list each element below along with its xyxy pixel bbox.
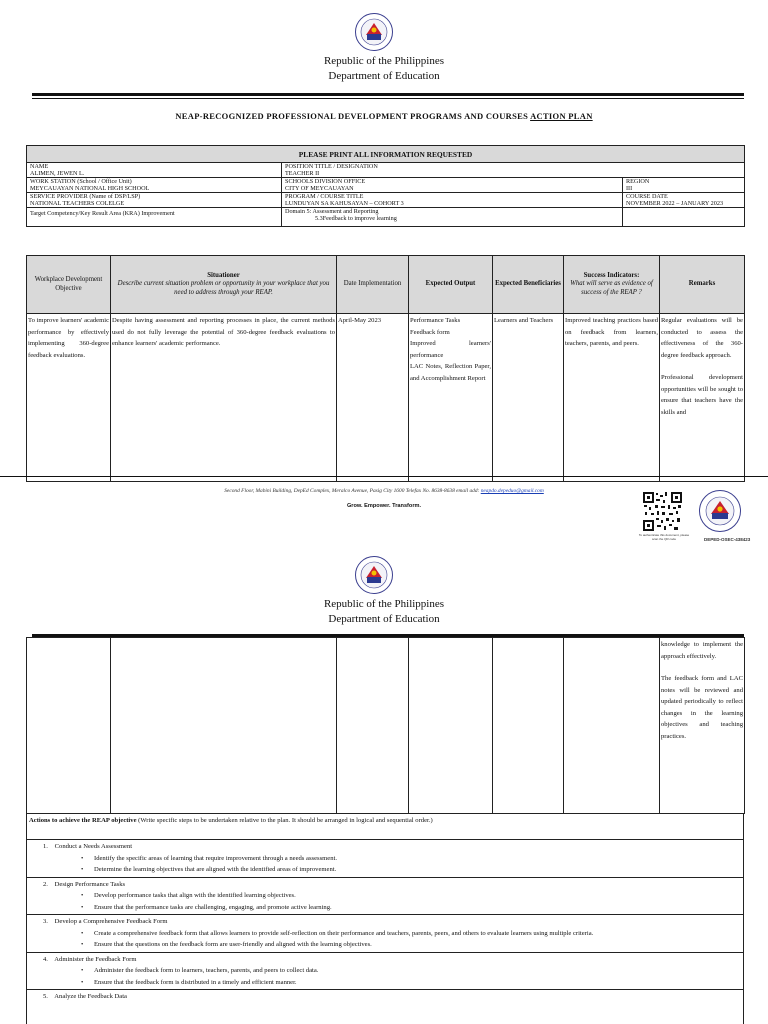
qr-code [642, 491, 683, 532]
actions-heading: Actions to achieve the REAP objective (Write specific steps to be undertaken relative to the plan. It should be arranged in logical and sequential order.) [27, 813, 743, 840]
cont-empty-5 [493, 638, 564, 814]
kra-label-cell: Target Competency/Key Result Area (KRA) Improvement [27, 208, 282, 227]
deped-seal-page2 [355, 556, 393, 594]
cont-empty-6 [564, 638, 660, 814]
action-bullet: • Develop performance tasks that align with the identified learning objectives. [77, 890, 743, 902]
footer-email-link[interactable]: neapdo.depeduo@gmail.com [480, 488, 544, 494]
deped-seal [355, 13, 393, 51]
col-success: Success Indicators: What will serve as evidence of success of the REAP ? [564, 256, 660, 314]
plan-table [26, 255, 745, 482]
action-step [27, 840, 743, 878]
republic-label-page2: Republic of the Philippines [323, 598, 445, 610]
action-bullet: • Ensure that the questions on the feedback form are user-friendly and aligned with the learning objectives. [77, 939, 743, 951]
situation-cell: Despite having assessment and reporting processes in place, the current methods used do not fully leverage the potential of 360-degree feedback evaluations to enhance learners' academic performance. [111, 314, 337, 482]
success-cell: Improved teaching practices based on feedback from learners, teachers, parents, and peers. [564, 314, 660, 482]
remarks-cell: Regular evaluations will be conducted to assess the effectiveness of the 360-degree feedback approach. Professional development opportunities will be sought to ensure that teachers have the skills and [660, 314, 745, 482]
document-code: DEPED-OSEC-438423 [704, 537, 751, 542]
qr-caption: To authenticate this document, please scan the QR code [638, 533, 690, 541]
action-steps [27, 840, 743, 1004]
objective-cell: To improve learners' academic performance by effectively implementing 360-degree feedback evaluations. [27, 314, 111, 482]
info-table [26, 145, 745, 227]
division-cell: SCHOOLS DIVISION OFFICE CITY OF MEYCAUAYAN [282, 178, 623, 193]
deped-footer-seal [699, 490, 741, 532]
action-bullet: • Ensure that the feedback form is distributed in a timely and efficient manner. [77, 977, 743, 989]
header-divider [32, 93, 744, 96]
action-bullet: • Administer the feedback form to learners, teachers, parents, and peers to collect data. [77, 965, 743, 977]
col-output: Expected Output [409, 256, 493, 314]
col-date: Date Implementation [337, 256, 409, 314]
cont-empty-1 [27, 638, 111, 814]
info-band: PLEASE PRINT ALL INFORMATION REQUESTED [27, 146, 745, 163]
republic-label: Republic of the Philippines [323, 55, 445, 67]
cont-empty-4 [409, 638, 493, 814]
continuation-table [26, 637, 745, 814]
document-title: NEAP-RECOGNIZED PROFESSIONAL DEVELOPMENT PROGRAMS AND COURSES ACTION PLAN [175, 111, 593, 121]
action-step-title: 4. Administer the Feedback Form [43, 955, 137, 963]
remarks-continued-cell: knowledge to implement the approach effectively. The feedback form and LAC notes will be reviewed and updated periodically to reflect changes in the learning objectives and teaching practices. [660, 638, 745, 814]
beneficiaries-cell: Learners and Teachers [493, 314, 564, 482]
col-situationer: Situationer Describe current situation problem or opportunity in your workplace that you need to address through your REAP. [111, 256, 337, 314]
actions-section [26, 813, 744, 1024]
col-beneficiaries: Expected Beneficiaries [493, 256, 564, 314]
program-cell: PROGRAM / COURSE TITLE LUNDUYAN SA KAHUSAYAN – COHORT 3 [282, 193, 623, 208]
action-step [27, 990, 743, 1004]
department-label-page2: Department of Education [328, 613, 440, 625]
kra-value-cell: Domain 5: Assessment and Reporting 5.3Feedback to improve learning [282, 208, 623, 227]
action-step [27, 915, 743, 953]
region-cell: REGION III [623, 178, 745, 193]
action-step-title: 3. Develop a Comprehensive Feedback Form [43, 918, 168, 925]
header-divider-thin [32, 98, 744, 99]
action-step-title: 1. Conduct a Needs Assessment [43, 843, 133, 850]
department-label: Department of Education [328, 70, 440, 82]
output-cell: Performance Tasks Feedback form Improved learners' performance LAC Notes, Reflection Paper, and Accomplishment Report [409, 314, 493, 482]
action-bullet: • Ensure that the performance tasks are challenging, engaging, and promote active learning. [77, 902, 743, 914]
position-cell: POSITION TITLE / DESIGNATION TEACHER II [282, 163, 745, 178]
name-cell: NAME ALIMEN, JEWEN L. [27, 163, 282, 178]
action-step [27, 878, 743, 916]
action-step [27, 953, 743, 991]
footer-divider [0, 476, 768, 477]
kra-empty-cell [623, 208, 745, 227]
col-objective: Workplace Development Objective [27, 256, 111, 314]
col-remarks: Remarks [660, 256, 745, 314]
course-date-cell: COURSE DATE NOVEMBER 2022 – JANUARY 2023 [623, 193, 745, 208]
date-cell: April-May 2023 [337, 314, 409, 482]
action-step-title: 5. Analyze the Feedback Data [43, 993, 127, 1000]
cont-empty-2 [111, 638, 337, 814]
provider-cell: SERVICE PROVIDER (Name of DSP/LSP) NATIONAL TEACHERS COLELGE [27, 193, 282, 208]
footer-address: Second Floor, Mabini Building, DepEd Complex, Meralco Avenue, Pasig City 1600 Telefax No. 8638-8638 email add: neapdo.depeduo@gmail.com [224, 488, 544, 494]
action-bullet: • Identify the specific areas of learning that require improvement through a needs assessment. [77, 853, 743, 865]
workstation-cell: WORK STATION (School / Office Unit) MEYCAUAYAN NATIONAL HIGH SCHOOL [27, 178, 282, 193]
action-bullet: • Determine the learning objectives that are aligned with the identified areas of improvement. [77, 864, 743, 876]
footer-tagline: Grow. Empower. Transform. [346, 503, 422, 509]
action-step-title: 2. Design Performance Tasks [43, 880, 126, 888]
cont-empty-3 [337, 638, 409, 814]
action-bullet: • Create a comprehensive feedback form that allows learners to provide self-reflection on their performance and teachers, parents, peers, and others to evaluate learners using multiple criteria. [77, 928, 743, 940]
